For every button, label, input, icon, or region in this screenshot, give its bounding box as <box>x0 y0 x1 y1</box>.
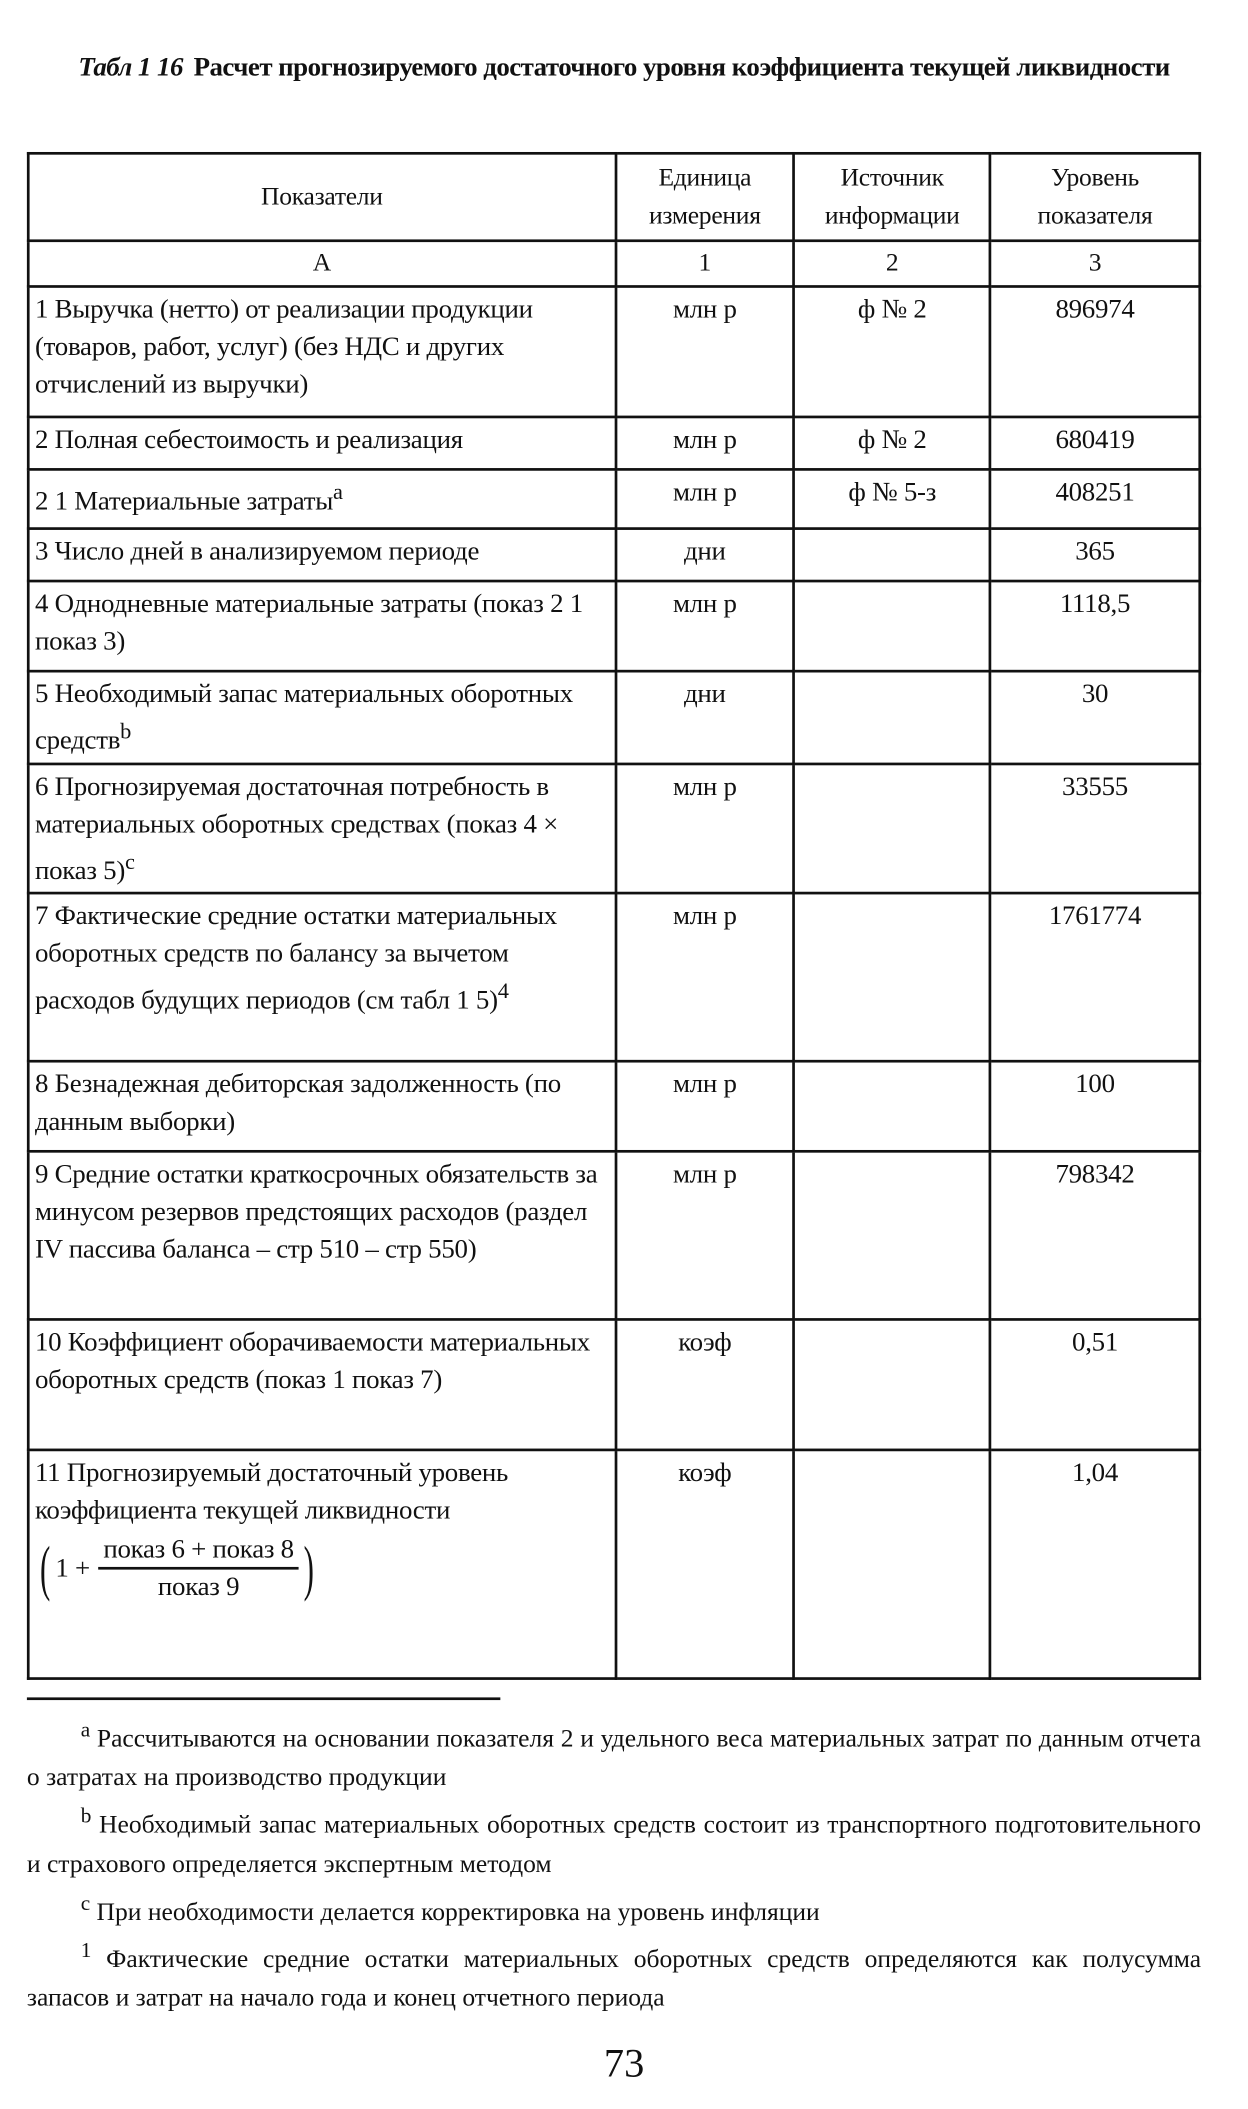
cell-value: 798342 <box>990 1152 1199 1320</box>
colnum-a: А <box>28 241 615 287</box>
cell-value: 408251 <box>990 469 1199 528</box>
header-unit: Единица измерения <box>616 153 795 240</box>
page-number: 73 <box>603 2041 645 2087</box>
cell-value: 30 <box>990 671 1199 763</box>
cell-value: 1118,5 <box>990 581 1199 671</box>
cell-source <box>794 763 990 893</box>
table-row <box>28 1062 1199 1152</box>
cell-unit: коэф <box>616 1320 795 1450</box>
indicator-name: 6 Прогнозируемая достаточная потребность в материальных оборотных средствах (показ 4 × показ 5) <box>34 771 559 886</box>
column-number-row <box>28 241 1199 287</box>
cell-unit: млн р <box>616 1152 795 1320</box>
colnum-1: 1 <box>616 241 795 287</box>
colnum-3: 3 <box>990 241 1199 287</box>
cell-value: 680419 <box>990 417 1199 469</box>
cell-unit: млн р <box>616 417 795 469</box>
cell-source <box>794 1152 990 1320</box>
footnote-mark: b <box>80 1805 92 1829</box>
table-caption: Расчет прогнозируемого достаточного уровня коэффициента текущей ликвидности <box>193 52 1170 83</box>
indicator-name: 1 Выручка (нетто) от реализации продукции (товаров, работ, услуг) (без НДС и других отчислений из выручки) <box>34 294 533 400</box>
cell-value: 1,04 <box>990 1450 1199 1679</box>
header-indicators: Показатели <box>28 153 615 240</box>
table-row <box>28 529 1199 581</box>
cell-source <box>794 671 990 763</box>
cell-unit: млн р <box>616 469 795 528</box>
formula-denominator: показ 9 <box>157 1572 240 1603</box>
cell-unit: млн р <box>616 286 795 416</box>
cell-unit: коэф <box>616 1450 795 1679</box>
cell-source <box>794 1320 990 1450</box>
header-source: Источник информации <box>794 153 990 240</box>
table-number: Табл 1 16 <box>78 52 183 83</box>
cell-value: 1761774 <box>990 894 1199 1062</box>
table-row <box>28 1320 1199 1450</box>
cell-source: ф № 2 <box>794 417 990 469</box>
table-row <box>28 671 1199 763</box>
cell-source <box>794 1450 990 1679</box>
liquidity-table <box>27 152 1201 1680</box>
indicator-name: 11 Прогнозируемый достаточный уровень коэффициента текущей ликвидности <box>34 1458 509 1526</box>
cell-unit: млн р <box>616 581 795 671</box>
footnote-text: При необходимости делается корректировка на уровень инфляции <box>96 1897 820 1927</box>
table-row <box>28 1152 1199 1320</box>
footnote-mark: 4 <box>497 978 509 1004</box>
indicator-name: 5 Необходимый запас материальных оборотных средств <box>34 679 573 756</box>
indicator-name: 9 Средние остатки краткосрочных обязательств за минусом резервов предстоящих расходов (раздел IV пассива баланса – стр 510 – стр 550) <box>34 1159 598 1265</box>
footnote-mark: c <box>80 1891 91 1915</box>
formula-numerator: показ 6 + показ 8 <box>98 1532 299 1570</box>
footnote <box>27 1931 1201 2018</box>
cell-indicator <box>28 763 615 893</box>
indicator-name: 7 Фактические средние остатки материальных оборотных средств по балансу за вычетом расходов будущих периодов (см табл 1 5) <box>34 901 557 1016</box>
cell-value: 365 <box>990 529 1199 581</box>
colnum-2: 2 <box>794 241 990 287</box>
table-row <box>28 1450 1199 1679</box>
table-row <box>28 894 1199 1062</box>
cell-unit: млн р <box>616 763 795 893</box>
table-row <box>28 286 1199 416</box>
cell-indicator <box>28 469 615 528</box>
cell-value: 33555 <box>990 763 1199 893</box>
table-row <box>28 581 1199 671</box>
cell-source <box>794 1062 990 1152</box>
cell-unit: дни <box>616 529 795 581</box>
cell-indicator <box>28 286 615 416</box>
footnote-text: Фактические средние остатки материальных оборотных средств определяются как полусумма запасов и затрат на начало года и конец отчетного периода <box>26 1945 1202 2013</box>
cell-value: 0,51 <box>990 1320 1199 1450</box>
header-row <box>28 153 1199 240</box>
indicator-name: 10 Коэффициент оборачиваемости материальных оборотных средств (показ 1 показ 7) <box>34 1327 590 1396</box>
table-row <box>28 417 1199 469</box>
cell-indicator <box>28 529 615 581</box>
footnote-mark: 1 <box>80 1939 92 1963</box>
cell-source: ф № 2 <box>794 286 990 416</box>
cell-indicator <box>28 1152 615 1320</box>
cell-source <box>794 581 990 671</box>
cell-indicator <box>28 581 615 671</box>
footnote <box>27 1711 1201 1798</box>
cell-unit: дни <box>616 671 795 763</box>
indicator-name: 8 Безнадежная дебиторская задолженность (по данным выборки) <box>34 1069 561 1137</box>
formula-prefix: 1 + <box>55 1553 90 1584</box>
cell-indicator <box>28 417 615 469</box>
footnote-mark: c <box>125 848 135 874</box>
footnote-mark: b <box>120 718 132 744</box>
footnote-divider <box>27 1697 500 1700</box>
cell-source: ф № 5-з <box>794 469 990 528</box>
header-value: Уровень показателя <box>990 153 1199 240</box>
footnote-text: Рассчитываются на основании показателя 2 и удельного веса материальных затрат по данным отчета о затратах на производство продукции <box>26 1724 1202 1792</box>
footnote-mark: a <box>333 478 343 505</box>
indicator-name: 2 Полная себестоимость и реализация <box>34 425 463 455</box>
indicator-name: 3 Число дней в анализируемом периоде <box>34 536 480 567</box>
footnote <box>27 1797 1201 1884</box>
indicator-name: 4 Однодневные материальные затраты (показ 2 1 показ 3) <box>34 589 583 657</box>
cell-indicator <box>28 1320 615 1450</box>
cell-indicator <box>28 1450 615 1679</box>
cell-value: 896974 <box>990 286 1199 416</box>
cell-value: 100 <box>990 1062 1199 1152</box>
cell-indicator <box>28 671 615 763</box>
formula: ( 1 + $\frac{\text{показ 6 + показ 8}}{\text{показ 9}}$ ) <box>35 1532 320 1605</box>
footnotes <box>27 1711 1201 2018</box>
table-row <box>28 763 1199 893</box>
cell-indicator <box>28 894 615 1062</box>
table-title <box>27 48 1221 86</box>
footnote-text: Необходимый запас материальных оборотных средств состоит из транспортного подготовительного и страхового определяется экспертным методом <box>26 1811 1202 1879</box>
cell-unit: млн р <box>616 894 795 1062</box>
footnote-mark: a <box>80 1718 91 1742</box>
table-row <box>28 469 1199 528</box>
cell-source <box>794 894 990 1062</box>
cell-indicator <box>28 1062 615 1152</box>
cell-unit: млн р <box>616 1062 795 1152</box>
footnote <box>27 1884 1201 1932</box>
cell-source <box>794 529 990 581</box>
indicator-name: 2 1 Материальные затраты <box>34 486 334 517</box>
